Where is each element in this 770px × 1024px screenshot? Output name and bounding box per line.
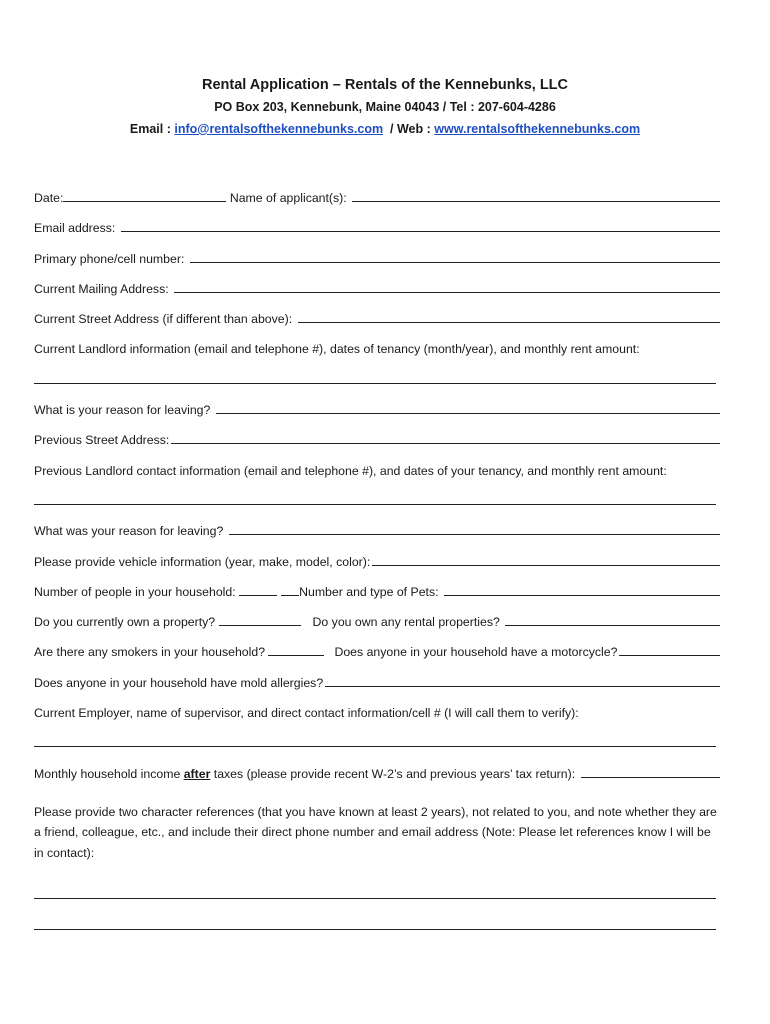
mailing-label: Current Mailing Address:: [34, 281, 173, 296]
email-label: Email :: [129, 122, 175, 136]
prev-landlord-row: [34, 461, 720, 491]
reason-field[interactable]: [216, 400, 720, 414]
application-form: [34, 188, 720, 946]
email-address-label: Email address:: [34, 221, 119, 236]
vehicle-field[interactable]: [372, 552, 720, 566]
own-property-label: Do you currently own a property?: [34, 615, 219, 630]
smokers-row: [34, 642, 720, 672]
pets-label: Number and type of Pets:: [299, 584, 442, 599]
landlord-field[interactable]: [34, 370, 716, 384]
prev-reason-row: [34, 521, 720, 551]
street-row: [34, 309, 720, 339]
contact-line: [0, 118, 770, 140]
mailing-row: [34, 279, 720, 309]
document-title: Rental Application – Rentals of the Kennebunks, LLC: [201, 77, 569, 93]
applicant-field[interactable]: [352, 188, 720, 202]
date-label: Date:: [34, 191, 64, 205]
income-field[interactable]: [581, 764, 720, 778]
reason-label: What is your reason for leaving?: [34, 403, 214, 418]
reference-1-row: [34, 885, 720, 915]
prev-street-label: Previous Street Address:: [34, 433, 170, 448]
landlord-row: [34, 339, 720, 369]
spacer: [34, 863, 720, 885]
mold-label: Does anyone in your household have mold allergies?: [34, 675, 324, 690]
email-address-field[interactable]: [121, 218, 720, 232]
phone-row: [34, 249, 720, 279]
prev-landlord-line-row: [34, 491, 720, 521]
landlord-label: Current Landlord information (email and telephone #), dates of tenancy (month/year), and monthly rent amount:: [34, 342, 640, 357]
applicant-label: Name of applicant(s):: [226, 191, 351, 205]
own-rental-field[interactable]: [505, 612, 720, 626]
reason-row: [34, 400, 720, 430]
email-link[interactable]: info@rentalsofthekennebunks.com: [174, 122, 384, 136]
people-label: Number of people in your household:: [34, 584, 240, 599]
prev-reason-label: What was your reason for leaving?: [34, 524, 227, 539]
reference-2-field[interactable]: [34, 916, 716, 930]
income-label: [34, 764, 579, 784]
web-link[interactable]: www.rentalsofthekennebunks.com: [434, 122, 641, 136]
vehicle-row: [34, 552, 720, 582]
prev-street-field[interactable]: [171, 430, 720, 444]
property-row: [34, 612, 720, 642]
people-field-2[interactable]: [281, 582, 299, 596]
income-emphasis: after: [183, 766, 211, 781]
employer-line-row: [34, 733, 720, 763]
date-applicant-row: [34, 188, 720, 218]
motorcycle-label: Does anyone in your household have a motorcycle?: [334, 645, 618, 660]
household-row: [34, 582, 720, 612]
date-field[interactable]: [63, 188, 226, 202]
employer-label: Current Employer, name of supervisor, and direct contact information/cell # (I will call them to verify):: [34, 706, 579, 721]
prev-street-row: [34, 430, 720, 460]
pets-field[interactable]: [444, 582, 720, 596]
references-label: Please provide two character references (that you have known at least 2 years), not related to you, and note whether they are a friend, colleague, etc., and include their direct phone number and email address (Note: Please let references know I will be in contact):: [34, 804, 717, 860]
prev-reason-field[interactable]: [229, 521, 720, 535]
people-field[interactable]: [239, 582, 277, 596]
income-label-pre: Monthly household income: [34, 766, 184, 781]
employer-field[interactable]: [34, 733, 716, 747]
employer-row: [34, 703, 720, 733]
income-label-post: taxes (please provide recent W-2’s and previous years’ tax return):: [210, 766, 579, 781]
address-line: PO Box 203, Kennebunk, Maine 04043 / Tel : 207-604-4286: [214, 100, 556, 114]
street-field[interactable]: [298, 309, 720, 323]
street-label: Current Street Address (if different than above):: [34, 312, 296, 327]
reference-1-field[interactable]: [34, 885, 716, 899]
prev-landlord-label: Previous Landlord contact information (email and telephone #), and dates of your tenancy, and monthly rent amount:: [34, 463, 667, 478]
reference-2-row: [34, 916, 720, 946]
mold-row: [34, 673, 720, 703]
mold-field[interactable]: [325, 673, 720, 687]
mailing-field[interactable]: [174, 279, 720, 293]
vehicle-label: Please provide vehicle information (year, make, model, color):: [34, 554, 371, 569]
phone-label: Primary phone/cell number:: [34, 251, 188, 266]
letterhead: [0, 74, 770, 140]
own-property-field[interactable]: [219, 612, 301, 626]
smokers-field[interactable]: [268, 642, 324, 656]
references-row: [34, 802, 720, 864]
smokers-label: Are there any smokers in your household?: [34, 645, 269, 660]
web-label: / Web :: [383, 122, 435, 136]
motorcycle-field[interactable]: [619, 642, 720, 656]
income-row: [34, 764, 720, 794]
prev-landlord-field[interactable]: [34, 491, 716, 505]
own-rental-label: Do you own any rental properties?: [312, 615, 504, 630]
email-row: [34, 218, 720, 248]
phone-field[interactable]: [190, 249, 720, 263]
landlord-line-row: [34, 370, 720, 400]
